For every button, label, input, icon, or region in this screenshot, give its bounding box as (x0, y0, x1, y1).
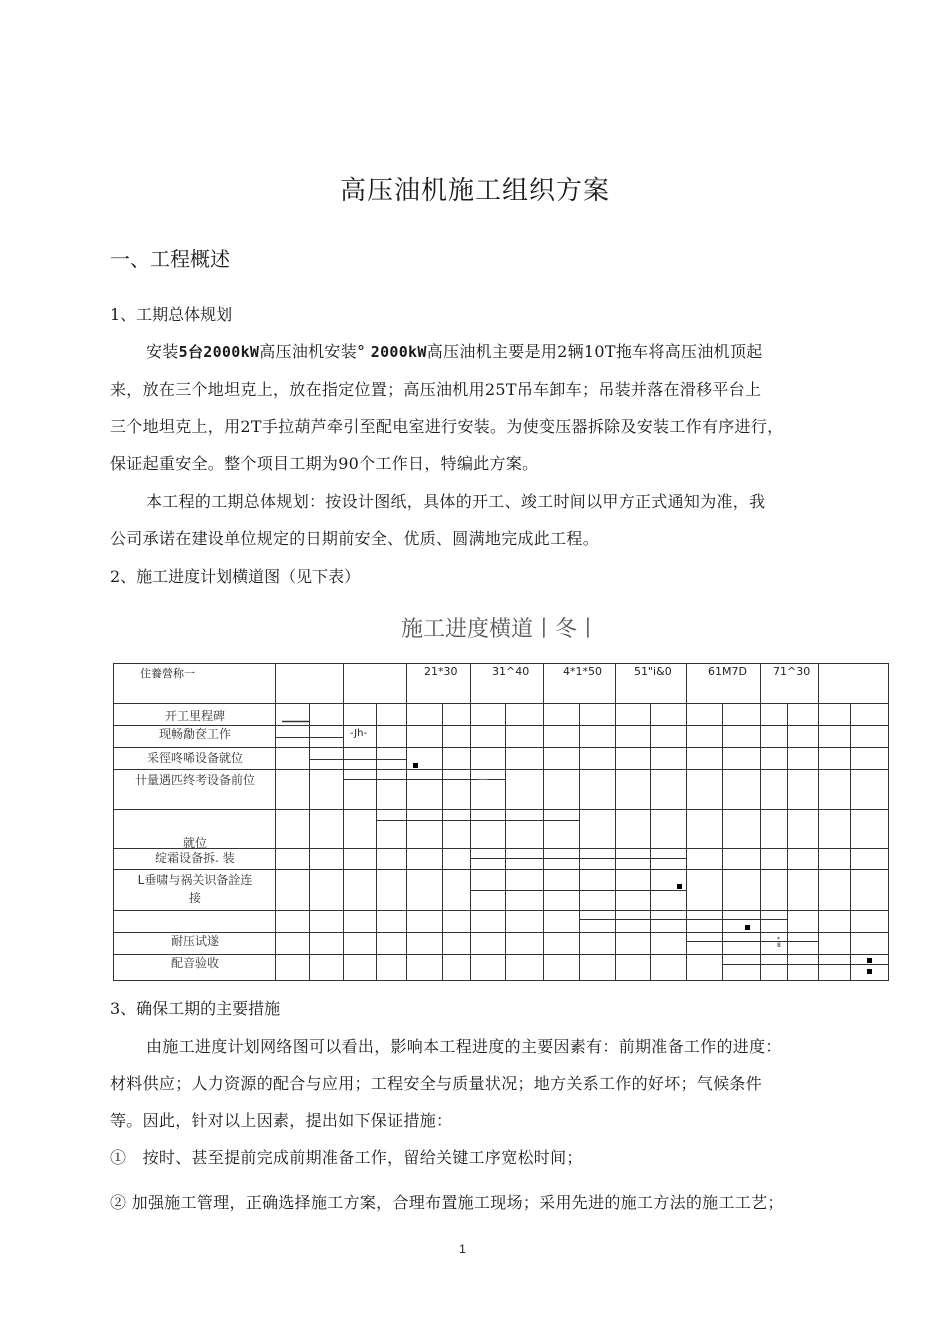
page-number: 1 (459, 1242, 466, 1256)
paragraph-2-line-1: 本工程的工期总体规划：按设计图纸，具体的开工、竣工时间以甲方正式通知为准，我 (146, 492, 766, 511)
paragraph-1-line-2: 来，放在三个地坦克上，放在指定位置；高压油机用25T吊车卸车；吊装并落在滑移平台上 (110, 380, 762, 399)
gantt-row-label: 配音验收 (170, 956, 220, 970)
subheading-schedule-plan: 1、工期总体规划 (110, 305, 233, 324)
gantt-tiny-label: * (777, 936, 780, 943)
gantt-header-label: 住養營称一 (140, 667, 195, 680)
gantt-col-label: 4*1*50 (563, 665, 602, 678)
para1-text-d: 2000kW (370, 343, 427, 361)
gantt-tiny-label-2: 8 (777, 942, 781, 949)
gantt-row-label: 接 (188, 891, 202, 905)
para1-text-a: 安装 (146, 342, 179, 361)
gantt-col-label: 51"i&0 (634, 665, 672, 678)
list-item-2: ② 加强施工管理，正确选择施工方案，合理布置施工现场；采用先进的施工方法的施工工艺； (110, 1193, 784, 1212)
marker-square (677, 884, 682, 889)
para1-text-b: 5台2000kW (178, 343, 260, 361)
para1-text-e: 高压油机主要是用2辆10T拖车将高压油机顶起 (426, 342, 763, 361)
gantt-row-label: 现畅勪奁工作 (158, 727, 232, 741)
gantt-col-label: 71^30 (773, 665, 811, 678)
gantt-dash-label: — (478, 774, 488, 785)
page-title: 高压油机施工组织方案 (339, 176, 610, 206)
gantt-col-label: 31^40 (492, 665, 530, 678)
paragraph-3-line-3: 等。因此，针对以上因素，提出如下保证措施： (110, 1111, 453, 1130)
paragraph-1-line-4: 保证起重安全。整个项目工期为90个工作日，特编此方案。 (110, 454, 539, 473)
marker-square (745, 925, 750, 930)
gantt-row-label: 开工里程碑 (164, 709, 226, 723)
gantt-row-label: 耐压试遂 (170, 934, 220, 948)
marker-square (867, 969, 872, 974)
gantt-row-label: 采徑咚唏设备就位 (146, 751, 244, 765)
gantt-row-label: 卄量遇匹终考设备前位 (134, 773, 256, 787)
para1-text-c: 高压油机安装° (259, 342, 366, 361)
subheading-gantt: 2、施工进度计划横道图（见下表） (110, 567, 361, 586)
marker-square (413, 763, 418, 768)
subheading-measures: 3、确保工期的主要措施 (110, 999, 281, 1018)
paragraph-3-line-2: 材料供应；人力资源的配合与应用；工程安全与质量状况；地方关系工作的好坏；气候条件 (110, 1074, 763, 1093)
gantt-mark-label: -Jh- (350, 728, 368, 739)
section-heading-overview: 一、工程概述 (110, 247, 230, 271)
paragraph-1-line-3: 三个地坦克上，用2T手拉葫芦牵引至配电室进行安装。为使变压器拆除及安装工作有序进行， (110, 417, 784, 436)
chart-title: 施工进度横道丨冬丨 (400, 617, 599, 642)
gantt-col-label: 61M7D (708, 665, 747, 678)
gantt-row-label: L垂啸与祸关识备詮连 (137, 873, 253, 887)
list-item-1: ① 按时、甚至提前完成前期准备工作，留给关键工序宽松时间； (110, 1148, 583, 1167)
gantt-row-label: 绽霜设备拆. 装 (155, 851, 235, 865)
paragraph-2-line-2: 公司承诺在建设单位规定的日期前安全、优质、圆满地完成此工程。 (110, 529, 600, 548)
marker-square (867, 958, 872, 963)
gantt-row-label: 就位 (182, 836, 208, 850)
gantt-col-label: 21*30 (424, 665, 458, 678)
paragraph-3-line-1: 由施工进度计划网络图可以看出，影响本工程进度的主要因素有：前期准备工作的进度： (146, 1037, 782, 1056)
